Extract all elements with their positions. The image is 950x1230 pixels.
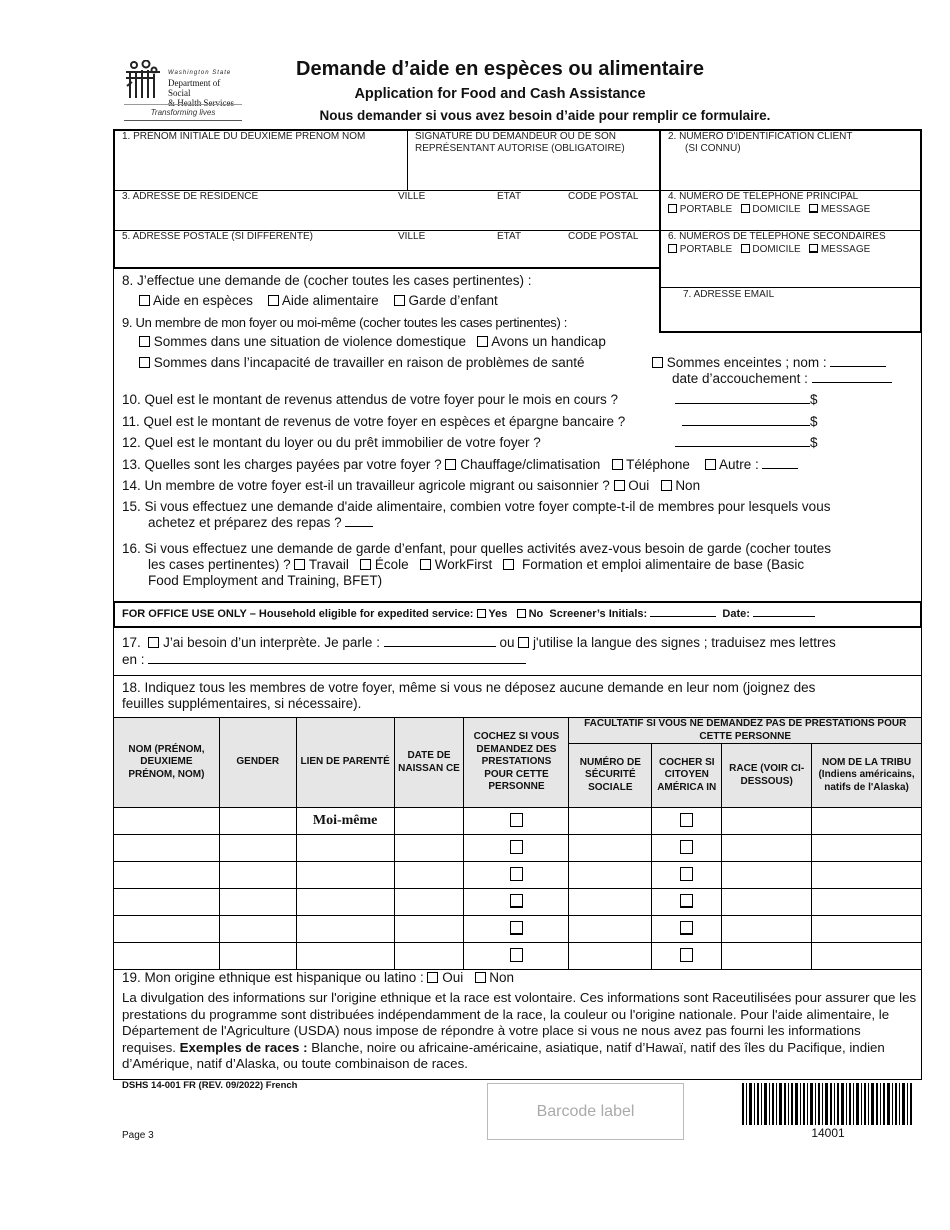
- food-assistance-checkbox[interactable]: [268, 295, 279, 306]
- applying-checkbox[interactable]: [510, 894, 523, 908]
- member-race-cell[interactable]: [722, 916, 812, 943]
- q14: 14. Un membre de votre foyer est-il un travailleur agricole migrant ou saisonnier ? Oui Non: [122, 478, 701, 493]
- unable-to-work-checkbox[interactable]: [139, 357, 150, 368]
- migrant-worker-no-checkbox[interactable]: [661, 480, 672, 491]
- member-tribe-cell[interactable]: [812, 808, 922, 835]
- language-input[interactable]: [384, 635, 496, 647]
- childcare-work-checkbox[interactable]: [294, 559, 305, 570]
- col-header-tribe: NOM DE LA TRIBU (Indiens américains, natifs de l'Alaska): [812, 744, 922, 808]
- agency-name: Department of Social & Health Services: [168, 78, 234, 108]
- interpreter-checkbox[interactable]: [148, 637, 159, 648]
- member-race-cell[interactable]: [722, 889, 812, 916]
- citizen-checkbox[interactable]: [680, 948, 693, 962]
- migrant-worker-yes-checkbox[interactable]: [614, 480, 625, 491]
- q8-label: 8. J’effectue une demande de (cocher toutes les cases pertinentes) :: [122, 273, 532, 288]
- due-date: date d’accouchement :: [672, 371, 892, 387]
- form-title-english: Application for Food and Cash Assistance: [354, 86, 646, 102]
- member-birthdate-cell[interactable]: [394, 808, 464, 835]
- agency-state: Washington State: [168, 70, 232, 76]
- office-use-row: FOR OFFICE USE ONLY – Household eligible for expedited service: Yes No Screener’s Initials: Date:: [122, 607, 815, 620]
- member-race-cell[interactable]: [722, 862, 812, 889]
- member-ssn-cell[interactable]: [569, 835, 652, 862]
- member-tribe-cell[interactable]: [812, 943, 922, 970]
- applying-checkbox[interactable]: [510, 840, 523, 854]
- agency-tagline: Transforming lives: [150, 108, 216, 117]
- member-relationship-cell[interactable]: Moi-même: [296, 808, 394, 835]
- member-gender-cell[interactable]: [219, 808, 296, 835]
- childcare-school-checkbox[interactable]: [360, 559, 371, 570]
- col-header-applying: COCHEZ SI VOUS DEMANDEZ DES PRESTATIONS POUR CETTE PERSONNE: [464, 718, 569, 808]
- secondary-phone-field[interactable]: 6. NUMÉROS DE TÉLÉPHONE SECONDAIRES PORTABLE DOMICILE MESSAGE: [668, 231, 886, 255]
- q9-label: 9. Un membre de mon foyer ou moi-même (cocher toutes les cases pertinentes) :: [122, 315, 568, 330]
- member-name-cell[interactable]: [114, 889, 220, 916]
- help-notice: Nous demander si vous avez besoin d’aide pour remplir ce formulaire.: [319, 108, 771, 123]
- applying-checkbox[interactable]: [510, 948, 523, 962]
- member-birthdate-cell[interactable]: [394, 916, 464, 943]
- applying-checkbox[interactable]: [510, 867, 523, 881]
- other-utility-checkbox[interactable]: [705, 459, 716, 470]
- col-header-optional: FACULTATIF SI VOUS NE DEMANDEZ PAS DE PRESTATIONS POUR CETTE PERSONNE: [569, 718, 922, 744]
- q12-label: 12. Quel est le montant du loyer ou du prêt immobilier de votre foyer ?: [122, 435, 541, 450]
- member-race-cell[interactable]: [722, 943, 812, 970]
- member-ssn-cell[interactable]: [569, 916, 652, 943]
- citizen-checkbox[interactable]: [680, 921, 693, 935]
- q8-options: Aide en espèces Aide alimentaire Garde d’enfant: [139, 293, 498, 309]
- citizen-checkbox[interactable]: [680, 813, 693, 827]
- col-header-birthdate: DATE DE NAISSAN CE: [394, 718, 464, 808]
- member-birthdate-cell[interactable]: [394, 889, 464, 916]
- member-relationship-cell[interactable]: [296, 889, 394, 916]
- signature-field[interactable]: SIGNATURE DU DEMANDEUR OU DE SON REPRÉSENTANT AUTORISE (OBLIGATOIRE): [415, 131, 625, 154]
- col-header-name: NOM (PRÉNOM, DEUXIEME PRÉNOM, NOM): [114, 718, 220, 808]
- q9-options-row2: Sommes dans l’incapacité de travailler en raison de problèmes de santé: [139, 355, 585, 371]
- member-gender-cell[interactable]: [219, 943, 296, 970]
- member-gender-cell[interactable]: [219, 916, 296, 943]
- member-name-cell[interactable]: [114, 916, 220, 943]
- member-birthdate-cell[interactable]: [394, 835, 464, 862]
- race-disclosure-text: La divulgation des informations sur l'origine ethnique et la race est volontaire. Ces informations sont Raceutilisées pour assurer que les prestations du programme sont distribuées indépendamment de la race, la couleur ou l'origine nationale. Pour l'aide alimentaire, le Département de l'Agriculture (USDA) nous impose de répondre à votre place si vous ne nous avez pas fourni les informations requises. Exemples de races : Blanche, noire ou africaine-américaine, asiatique, natif d’Hawaï, natif des îles du Pacifique, indien d’Amérique, natif d’Alaska, ou toute combinaison de races.: [122, 990, 917, 1072]
- citizen-checkbox[interactable]: [680, 894, 693, 908]
- mailing-zip-label: CODE POSTAL: [568, 231, 639, 242]
- q19: 19. Mon origine ethnique est hispanique ou latino : Oui Non: [122, 970, 515, 985]
- col-header-citizen: COCHER SI CITOYEN AMÉRICA IN: [652, 744, 722, 808]
- member-ssn-cell[interactable]: [569, 889, 652, 916]
- q10-label: 10. Quel est le montant de revenus attendus de votre foyer pour le mois en cours ?: [122, 392, 619, 407]
- residence-state-label: ÉTAT: [497, 191, 522, 202]
- dshs-logo: [122, 58, 242, 122]
- form-title-french: Demande d’aide en espèces ou alimentaire: [296, 58, 704, 80]
- table-row: [114, 943, 922, 970]
- member-race-cell[interactable]: [722, 808, 812, 835]
- member-ssn-cell[interactable]: [569, 943, 652, 970]
- mailing-city-label: VILLE: [398, 231, 426, 242]
- name-field[interactable]: 1. PRÉNOM INITIALE DU DEUXIEME PRÉNOM NOM: [122, 131, 366, 142]
- secondary-phone-portable-checkbox[interactable]: [668, 244, 677, 253]
- q10-income-input[interactable]: [675, 392, 810, 404]
- member-name-cell[interactable]: [114, 808, 220, 835]
- expedited-yes-checkbox[interactable]: [477, 609, 486, 618]
- primary-phone-field[interactable]: 4. NUMÉRO DE TÉLÉPHONE PRINCIPAL PORTABLE DOMICILE MESSAGE: [668, 191, 871, 215]
- pregnant-option: Sommes enceintes ; nom :: [652, 355, 886, 371]
- table-row: [114, 808, 922, 835]
- q16: 16. Si vous effectuez une demande de garde d’enfant, pour quelles activités avez-vous besoin de garde (cocher toutes les cases pertinentes) ? Travail École WorkFirst Formation et emploi alimentaire de base (Basic Food Employment and Training, BFET): [122, 541, 831, 588]
- member-name-cell[interactable]: [114, 835, 220, 862]
- letters-language-input[interactable]: [148, 652, 526, 664]
- member-name-cell[interactable]: [114, 943, 220, 970]
- member-ssn-cell[interactable]: [569, 862, 652, 889]
- table-row: [114, 835, 922, 862]
- member-tribe-cell[interactable]: [812, 916, 922, 943]
- child-care-checkbox[interactable]: [394, 295, 405, 306]
- member-name-cell[interactable]: [114, 862, 220, 889]
- q15: 15. Si vous effectuez une demande d'aide alimentaire, combien votre foyer compte-t-il de membres pour lesquels vous achetez et préparez des repas ?: [122, 499, 831, 530]
- member-birthdate-cell[interactable]: [394, 943, 464, 970]
- phone-utility-checkbox[interactable]: [612, 459, 623, 470]
- table-row: [114, 862, 922, 889]
- member-tribe-cell[interactable]: [812, 862, 922, 889]
- pregnant-name-input[interactable]: [830, 355, 886, 367]
- residence-city-label: VILLE: [398, 191, 426, 202]
- q13: 13. Quelles sont les charges payées par votre foyer ? Chauffage/climatisation Téléphone Autre :: [122, 457, 798, 473]
- member-race-cell[interactable]: [722, 835, 812, 862]
- applying-checkbox[interactable]: [510, 921, 523, 935]
- client-id-field[interactable]: 2. NUMERO D'IDENTIFICATION CLIENT (SI CONNU): [668, 131, 853, 154]
- citizen-checkbox[interactable]: [680, 867, 693, 881]
- other-utility-input[interactable]: [762, 457, 798, 469]
- meal-members-input[interactable]: [345, 515, 373, 527]
- domestic-violence-checkbox[interactable]: [139, 336, 150, 347]
- expedited-no-checkbox[interactable]: [517, 609, 526, 618]
- barcode-label-box: Barcode label: [487, 1083, 684, 1140]
- q17-letters: en :: [122, 652, 526, 668]
- applying-checkbox[interactable]: [510, 813, 523, 827]
- due-date-input[interactable]: [812, 371, 892, 383]
- member-relationship-cell[interactable]: [296, 835, 394, 862]
- q11-label: 11. Quel est le montant de revenus de votre foyer en espèces et épargne bancaire ?: [122, 414, 626, 429]
- pregnant-checkbox[interactable]: [652, 357, 663, 368]
- primary-phone-domicile-checkbox[interactable]: [741, 204, 750, 213]
- col-header-ssn: NUMÉRO DE SÉCURITÉ SOCIALE: [569, 744, 652, 808]
- hispanic-no-checkbox[interactable]: [475, 972, 486, 983]
- q11-cash-input[interactable]: [682, 414, 810, 426]
- sign-language-checkbox[interactable]: [518, 637, 529, 648]
- primary-phone-message-checkbox[interactable]: [809, 204, 818, 213]
- household-members-table: [113, 717, 922, 970]
- member-tribe-cell[interactable]: [812, 835, 922, 862]
- email-field[interactable]: 7. ADRESSE EMAIL: [683, 289, 775, 300]
- secondary-phone-domicile-checkbox[interactable]: [741, 244, 750, 253]
- secondary-phone-message-checkbox[interactable]: [809, 244, 818, 253]
- hispanic-yes-checkbox[interactable]: [427, 972, 438, 983]
- primary-phone-portable-checkbox[interactable]: [668, 204, 677, 213]
- q9-options-row1: Sommes dans une situation de violence domestique Avons un handicap: [139, 334, 606, 350]
- member-relationship-cell[interactable]: [296, 916, 394, 943]
- childcare-bfet-checkbox[interactable]: [503, 559, 514, 570]
- col-header-gender: GENDER: [219, 718, 296, 808]
- citizen-checkbox[interactable]: [680, 840, 693, 854]
- residence-zip-label: CODE POSTAL: [568, 191, 639, 202]
- member-relationship-cell[interactable]: [296, 943, 394, 970]
- table-row: [114, 916, 922, 943]
- member-relationship-cell[interactable]: [296, 862, 394, 889]
- screener-date-input[interactable]: [753, 607, 815, 617]
- mailing-address-field[interactable]: 5. ADRESSE POSTALE (SI DIFFÉRENTE): [122, 231, 313, 242]
- form-id: DSHS 14-001 FR (REV. 09/2022) French: [122, 1080, 298, 1091]
- member-gender-cell[interactable]: [219, 835, 296, 862]
- member-birthdate-cell[interactable]: [394, 862, 464, 889]
- barcode-number: 14001: [811, 1126, 845, 1140]
- heating-cooling-checkbox[interactable]: [445, 459, 456, 470]
- table-row: [114, 889, 922, 916]
- q17: 17. J’ai besoin d’un interprète. Je parle : ou j'utilise la langue des signes ; traduisez mes lettres: [122, 635, 836, 650]
- member-gender-cell[interactable]: [219, 862, 296, 889]
- disability-checkbox[interactable]: [477, 336, 488, 347]
- mailing-state-label: ÉTAT: [497, 231, 522, 242]
- q18-label: 18. Indiquez tous les membres de votre foyer, même si vous ne déposez aucune demande en leur nom (joignez des feuilles supplémentaires, si nécessaire).: [122, 680, 816, 711]
- member-tribe-cell[interactable]: [812, 889, 922, 916]
- q12-rent-input[interactable]: [675, 435, 810, 447]
- barcode-icon: [742, 1083, 914, 1125]
- childcare-workfirst-checkbox[interactable]: [420, 559, 431, 570]
- member-ssn-cell[interactable]: [569, 808, 652, 835]
- dshs-family-icon: [124, 60, 162, 100]
- page-number: Page 3: [122, 1130, 154, 1141]
- screener-initials-input[interactable]: [650, 607, 716, 617]
- residence-address-field[interactable]: 3. ADRESSE DE RÉSIDENCE: [122, 191, 259, 202]
- col-header-race: RACE (VOIR CI-DESSOUS): [722, 744, 812, 808]
- cash-assistance-checkbox[interactable]: [139, 295, 150, 306]
- member-gender-cell[interactable]: [219, 889, 296, 916]
- col-header-relationship: LIEN DE PARENTÉ: [296, 718, 394, 808]
